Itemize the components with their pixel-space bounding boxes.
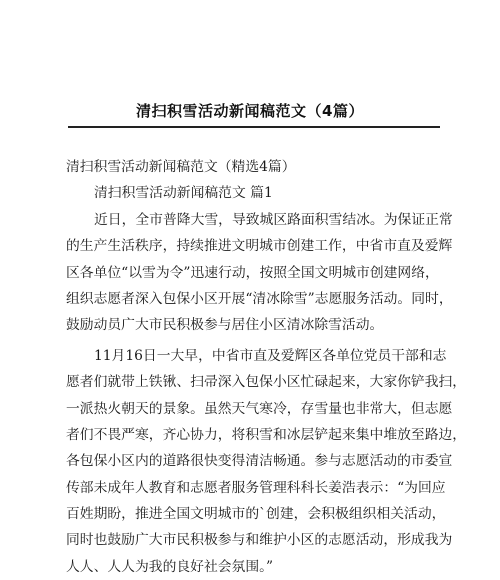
paragraph-line: 传部未成年人教育和志愿者服务管理科科长姜浩表示：“为回应 [66,479,446,496]
paragraph-line: 11月16日一大早，中省市直及爱辉区各单位党员干部和志 [94,347,447,364]
paragraph-line: 各包保小区内的道路很快变得清洁畅通。参与志愿活动的市委宣 [66,453,453,470]
section-heading: 清扫积雪活动新闻稿范文 篇1 [94,185,273,202]
paragraph-line: 近日，全市普降大雪，导致城区路面积雪结冰。为保证正常 [94,211,453,228]
paragraph-2 [66,343,467,580]
document-subtitle: 清扫积雪活动新闻稿范文（精选4篇） [66,159,296,175]
document-body [66,154,467,580]
paragraph-line: 鼓励动员广大市民积极参与居住小区清冰除雪活动。 [66,317,384,334]
paragraph-line: 一派热火朝天的景象。虽然天气寒冷，存雪量也非常大，但志愿 [66,400,453,417]
document-title: 清扫积雪活动新闻稿范文（4篇） [136,102,364,120]
title-divider [68,126,440,128]
paragraph-line: 者们不畏严寒，齐心协力，将积雪和冰层铲起来集中堆放至路边， [66,426,467,443]
paragraph-line: 的生产生活秩序，持续推进文明城市创建工作，中省市直及爱辉 [66,238,453,255]
paragraph-line: 百姓期盼，推进全国文明城市的`创建，会积极组织相关活动， [66,506,446,523]
paragraph-line: 愿者们就带上铁锹、扫帚深入包保小区忙碌起来，大家你铲我扫， [66,374,467,391]
paragraph-line: 区各单位“以雪为令”迅速行动，按照全国文明城市创建网络， [66,264,439,281]
paragraph-line: 组织志愿者深入包保小区开展“清冰除雪”志愿服务活动。同时， [66,290,453,307]
paragraph-line: 人人、人人为我的良好社会氛围。” [66,558,274,575]
paragraph-line: 同时也鼓励广大市民积极参与和维护小区的志愿活动，形成我为 [66,532,453,549]
paragraph-1 [66,207,453,339]
